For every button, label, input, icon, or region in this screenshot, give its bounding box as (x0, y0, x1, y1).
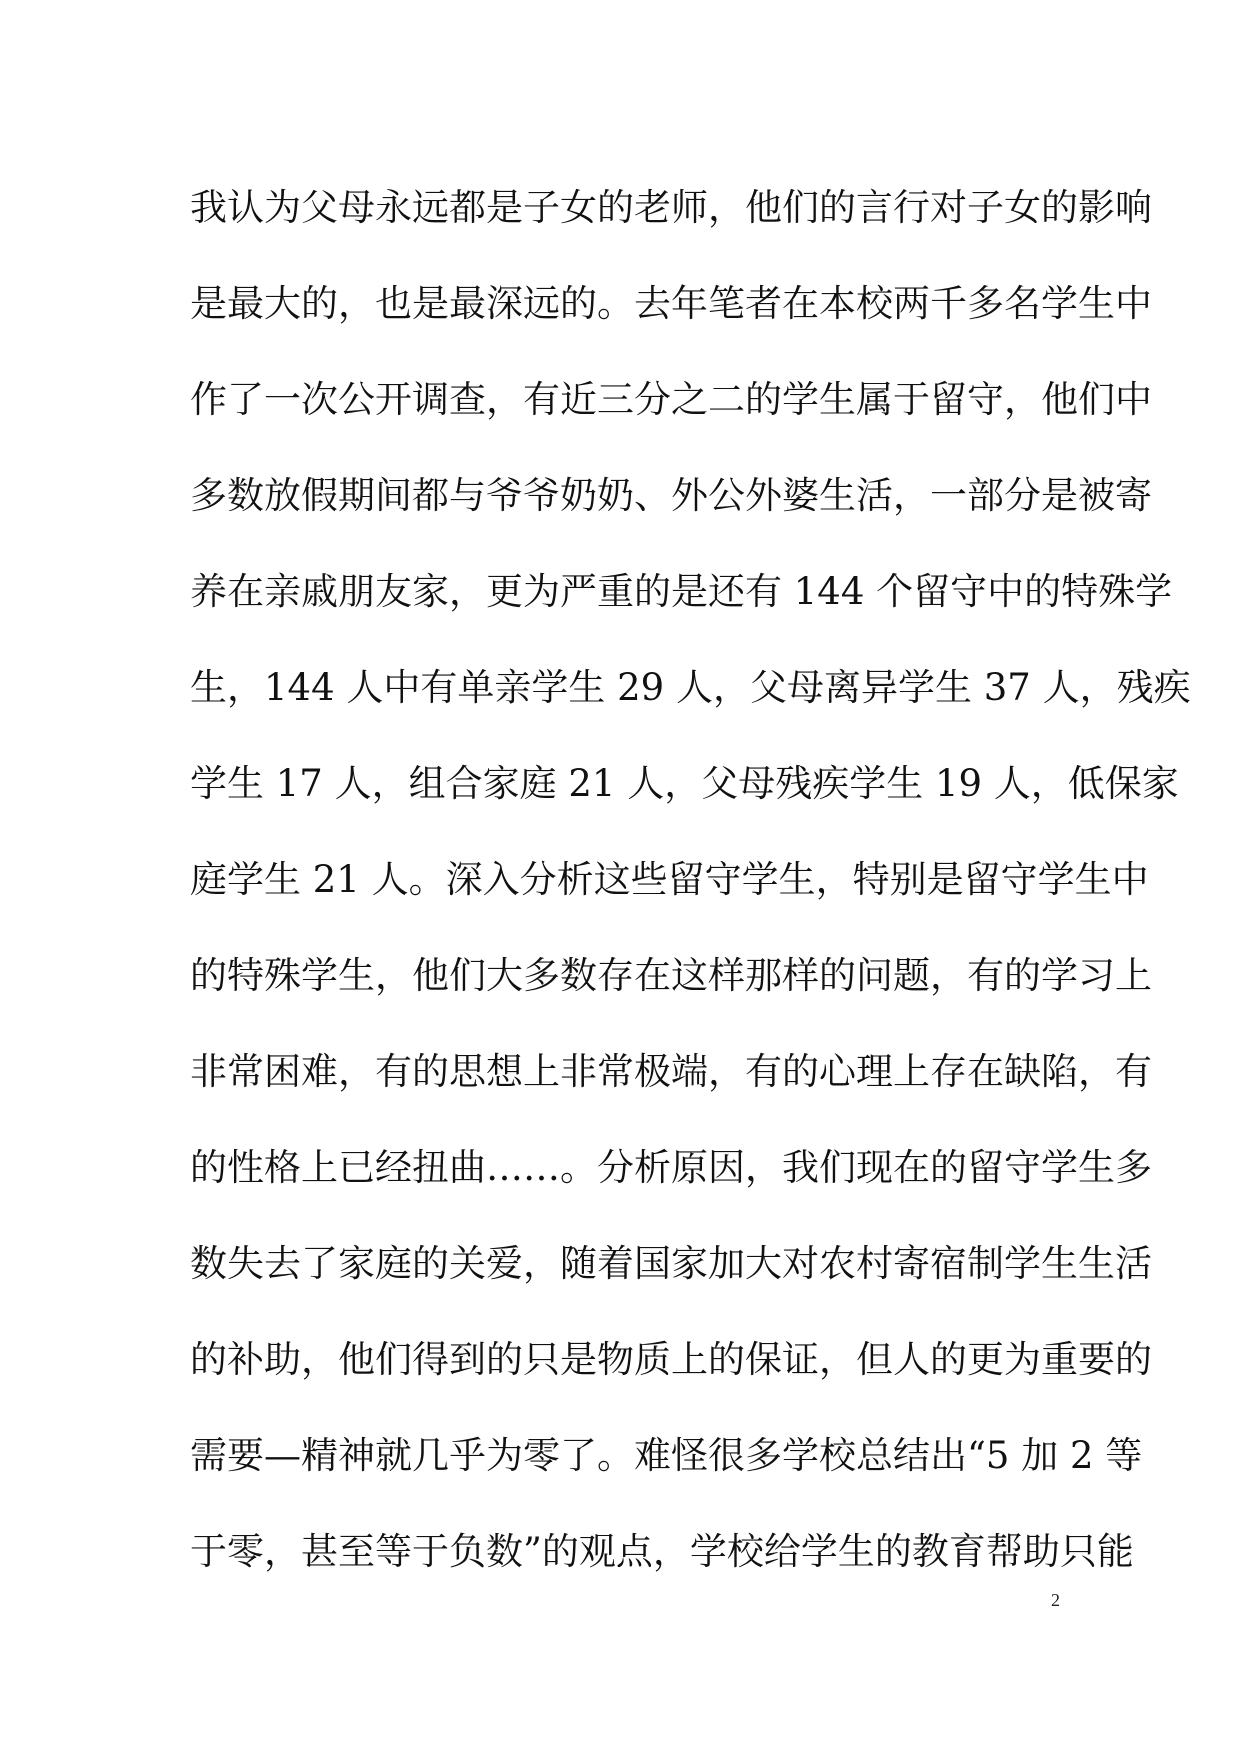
text-line: 多数放假期间都与爷爷奶奶、外公外婆生活，一部分是被寄 (190, 474, 1152, 517)
text-line: 数失去了家庭的关爱，随着国家加大对农村寄宿制学生生活 (190, 1242, 1152, 1285)
text-line: 是最大的，也是最深远的。去年笔者在本校两千多名学生中 (190, 282, 1152, 325)
text-line: 的特殊学生，他们大多数存在这样那样的问题，有的学习上 (190, 954, 1152, 997)
text-line: 的性格上已经扭曲……。分析原因，我们现在的留守学生多 (190, 1146, 1152, 1189)
text-line: 于零，甚至等于负数”的观点，学校给学生的教育帮助只能 (190, 1530, 1134, 1573)
text-line: 庭学生 21 人。深入分析这些留守学生，特别是留守学生中 (190, 858, 1149, 901)
text-line: 我认为父母永远都是子女的老师，他们的言行对子女的影响 (190, 186, 1152, 229)
text-line: 养在亲戚朋友家，更为严重的是还有 144 个留守中的特殊学 (190, 570, 1173, 613)
text-line: 生，144 人中有单亲学生 29 人，父母离异学生 37 人，残疾 (190, 666, 1191, 709)
text-line: 的补助，他们得到的只是物质上的保证，但人的更为重要的 (190, 1338, 1152, 1381)
body-text (190, 160, 1191, 1600)
page-number: 2 (1051, 1590, 1060, 1610)
text-line: 学生 17 人，组合家庭 21 人，父母残疾学生 19 人，低保家 (190, 762, 1179, 805)
text-line: 非常困难，有的思想上非常极端，有的心理上存在缺陷，有 (190, 1050, 1152, 1093)
text-line: 作了一次公开调查，有近三分之二的学生属于留守，他们中 (190, 378, 1152, 421)
text-line: 需要—精神就几乎为零了。难怪很多学校总结出“5 加 2 等 (190, 1434, 1143, 1477)
